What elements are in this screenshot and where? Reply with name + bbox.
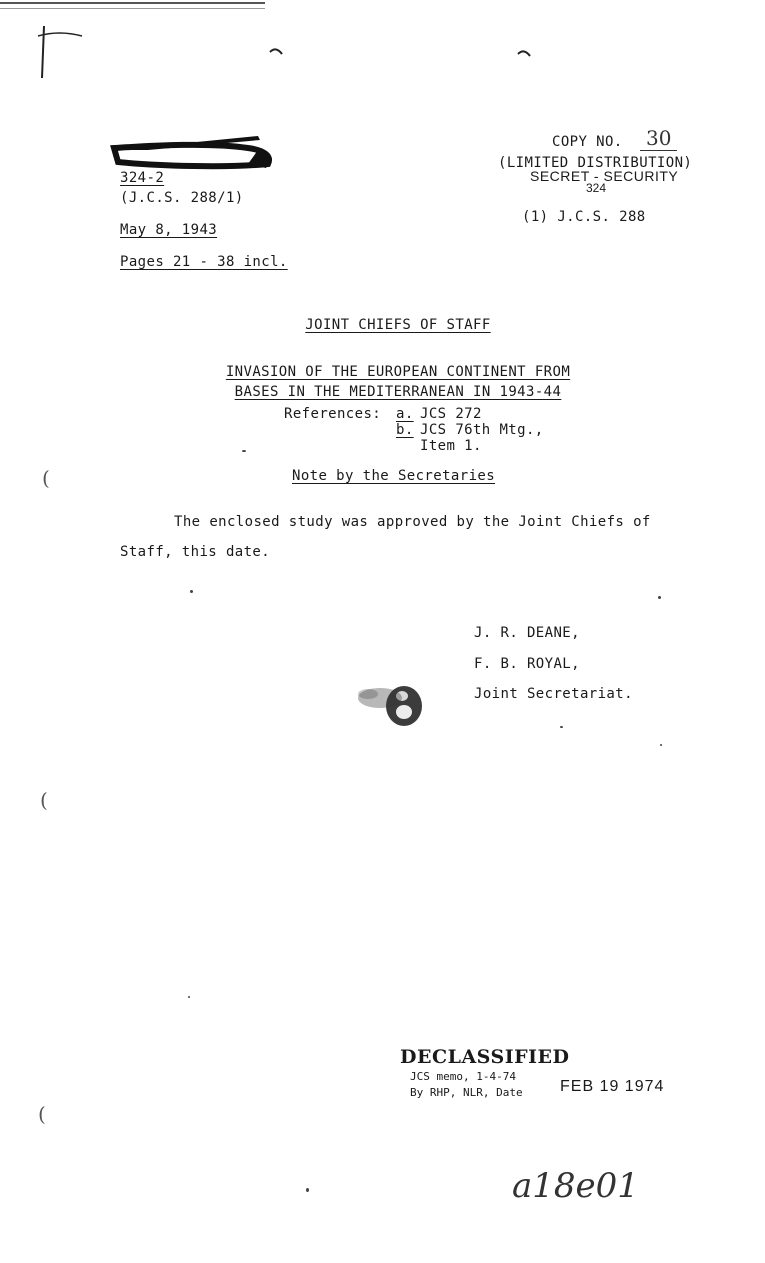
security-stamp-number: 324 (586, 181, 607, 195)
signatory-royal: F. B. ROYAL, (474, 656, 580, 672)
scan-speck (560, 726, 563, 728)
reference-b-item: Item 1. (420, 438, 482, 454)
subject-line-2: BASES IN THE MEDITERRANEAN IN 1943-44 (234, 384, 562, 400)
scan-speck (188, 996, 190, 998)
scan-speck (306, 1188, 309, 1192)
scan-speck (242, 450, 246, 452)
reference-a-letter: a. (396, 406, 414, 422)
punch-hole-mark: ( (38, 1102, 46, 1126)
signatory-deane: J. R. DEANE, (474, 625, 580, 641)
signatory-title: Joint Secretariat. (474, 686, 633, 702)
document-date: May 8, 1943 (120, 222, 218, 238)
corner-pencil-mark (34, 22, 94, 82)
copy-label: COPY NO. (552, 134, 623, 150)
punch-hole-mark: ( (40, 788, 48, 812)
handwritten-document-id: a18e01 (512, 1166, 639, 1206)
reference-a: JCS 272 (420, 406, 482, 422)
organization-title: JOINT CHIEFS OF STAFF (305, 317, 491, 333)
scan-speck (190, 590, 193, 593)
scan-edge-line (0, 2, 265, 4)
jcs-reference: (J.C.S. 288/1) (120, 190, 244, 206)
subject-line-1: INVASION OF THE EUROPEAN CONTINENT FROM (225, 364, 571, 380)
distribution-label: (LIMITED DISTRIBUTION) (498, 155, 693, 171)
ink-smudge (350, 676, 430, 732)
declassified-by: By RHP, NLR, Date (410, 1086, 523, 1099)
classification-label: SECRET - SECURITY (530, 168, 679, 184)
page-range: Pages 21 - 38 incl. (120, 254, 288, 270)
punch-hole-mark: ( (42, 466, 50, 490)
declassified-stamp-heading: DECLASSIFIED (400, 1046, 570, 1068)
reference-b-letter: b. (396, 422, 414, 438)
declassified-date: FEB 19 1974 (560, 1078, 665, 1095)
body-paragraph-line-1: The enclosed study was approved by the Joint Chiefs of (174, 514, 651, 530)
references-label: References: (284, 406, 382, 422)
body-paragraph-line-2: Staff, this date. (120, 544, 271, 560)
scan-mark (516, 48, 532, 60)
copy-number: 30 (640, 126, 677, 151)
declassified-authority: JCS memo, 1-4-74 (410, 1070, 516, 1083)
note-heading: Note by the Secretaries (292, 468, 496, 484)
scan-edge-line (0, 8, 265, 9)
jcs-copy-reference: (1) J.C.S. 288 (522, 209, 646, 225)
redaction-marker-stroke (108, 128, 278, 174)
scan-speck (660, 744, 662, 746)
scan-mark (268, 46, 284, 58)
reference-b: JCS 76th Mtg., (420, 422, 544, 438)
scan-speck (658, 596, 661, 599)
file-number: 324-2 (120, 170, 165, 186)
